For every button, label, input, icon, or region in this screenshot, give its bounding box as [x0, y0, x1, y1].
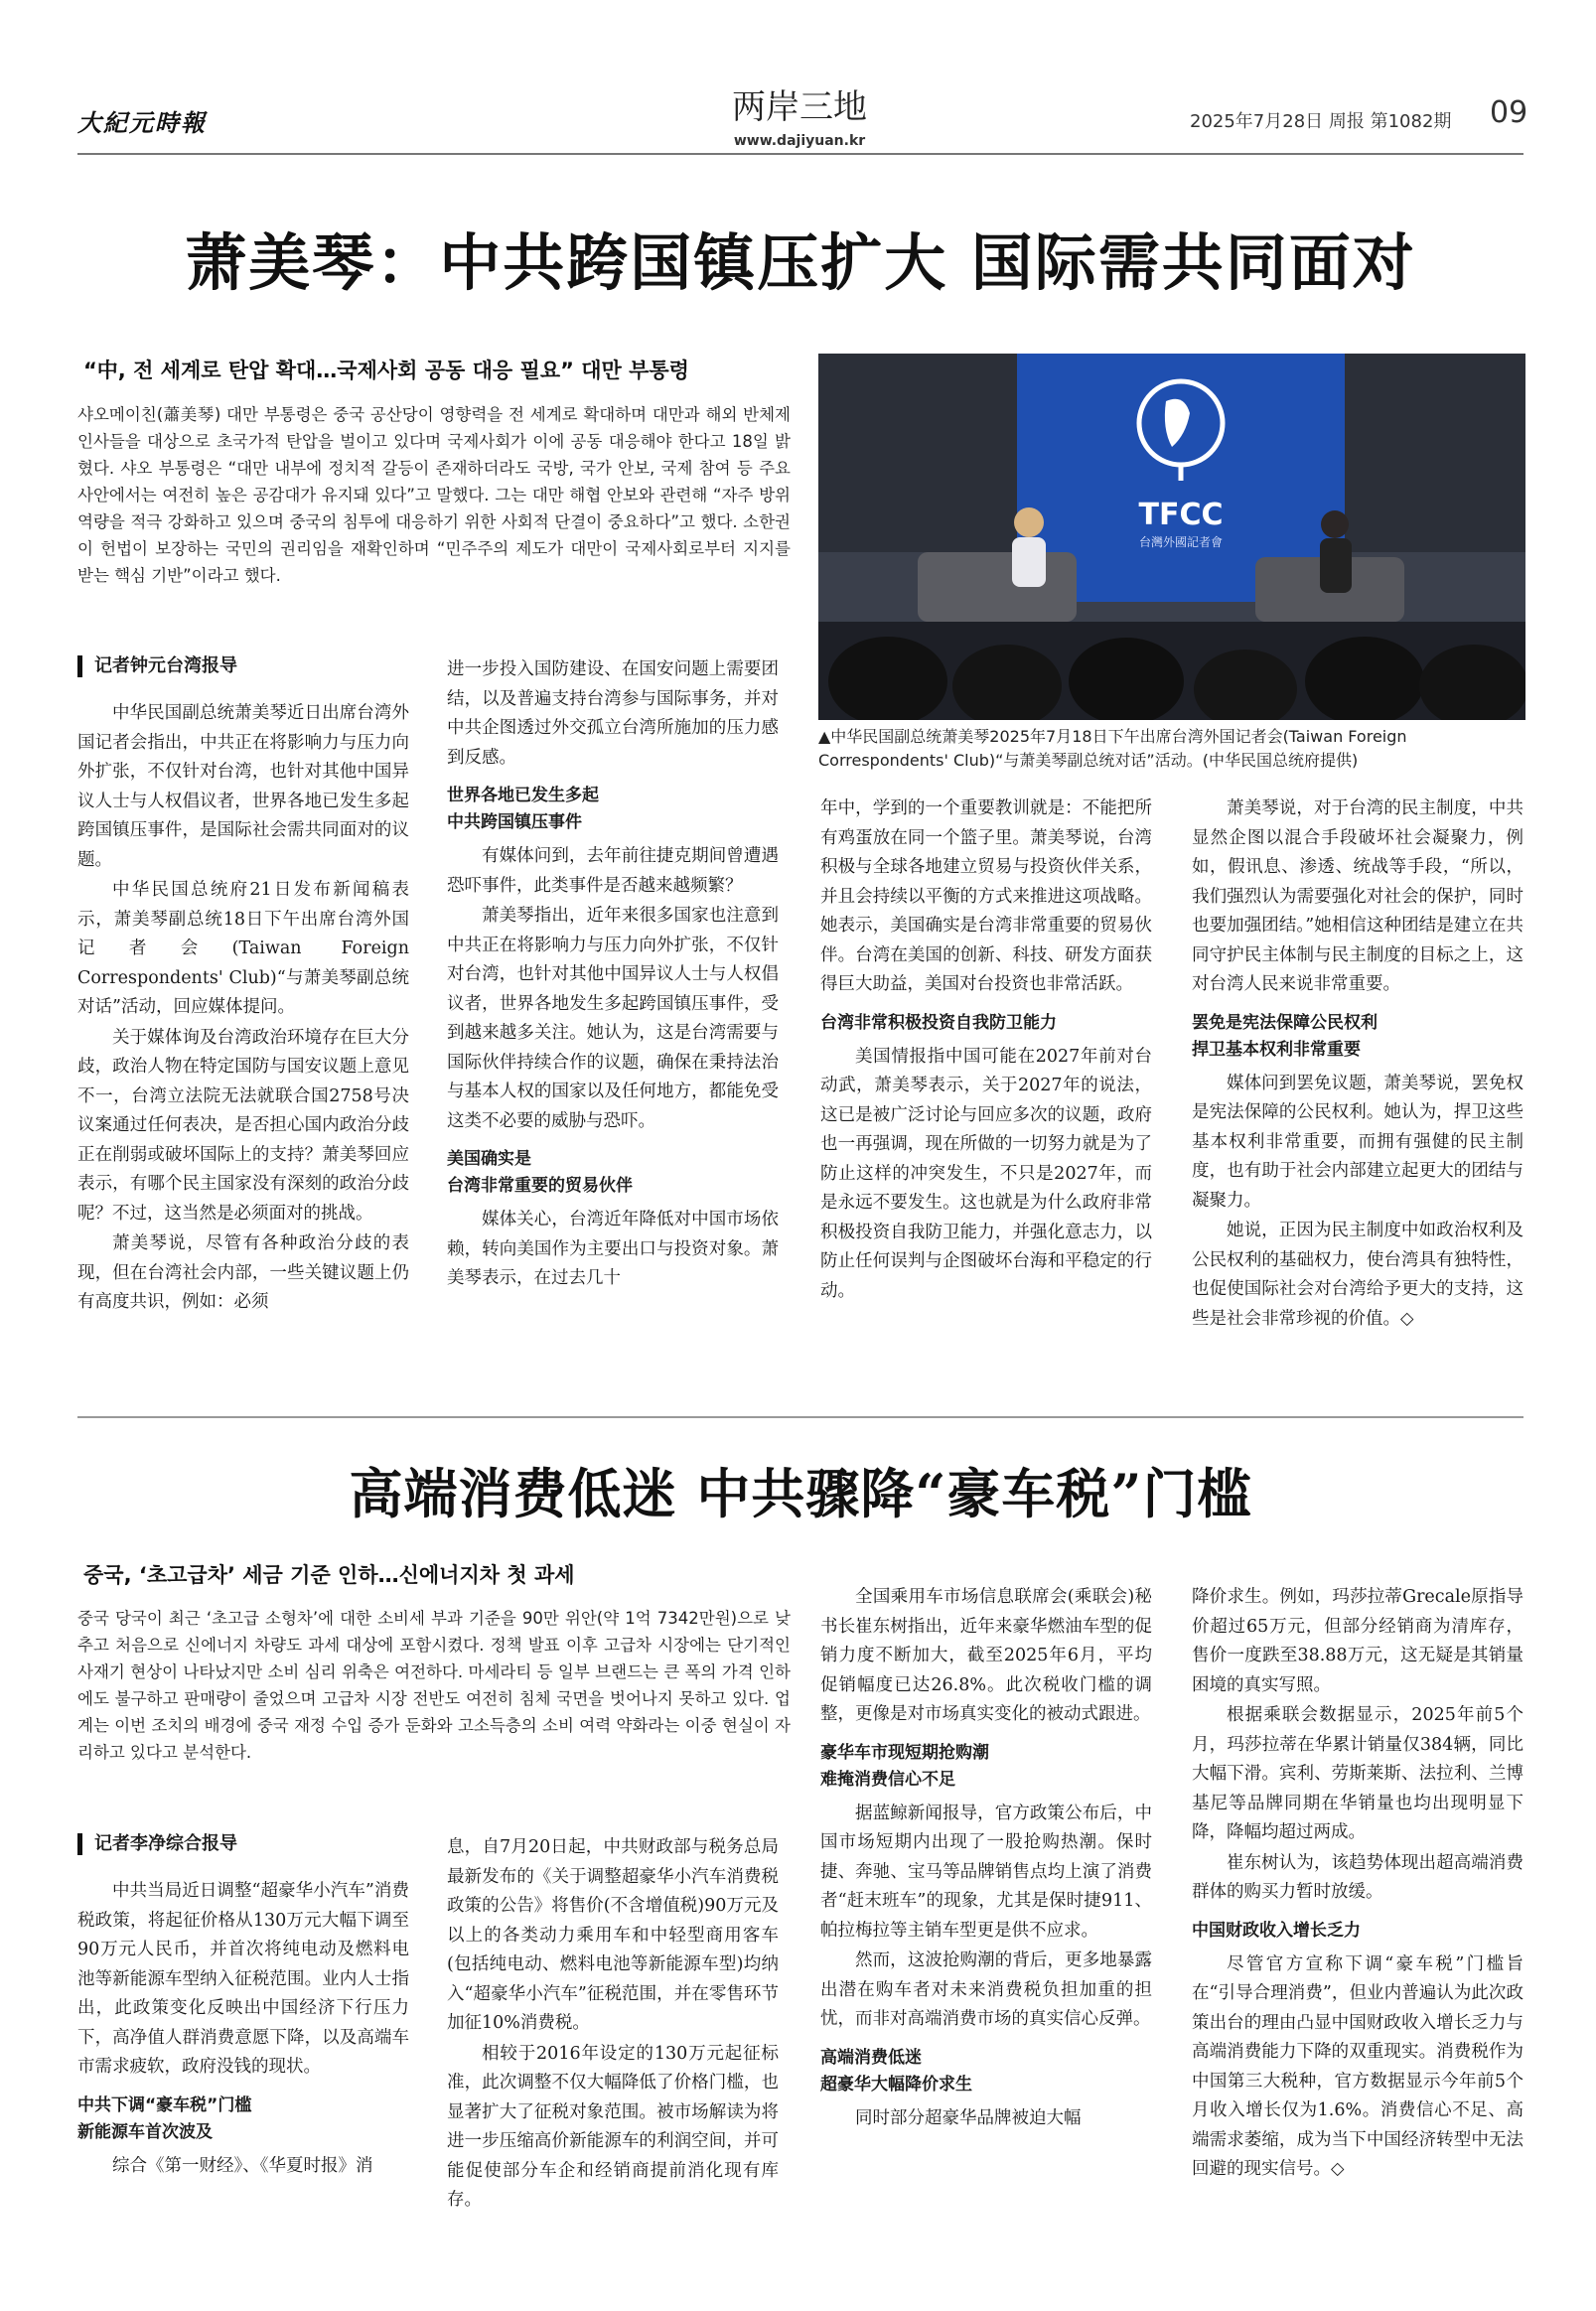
subheading: 罢免是宪法保障公民权利 捍卫基本权利非常重要 [1192, 1012, 1378, 1060]
site-url: www.dajiyuan.kr [733, 133, 866, 149]
section-title: 两岸三地 [732, 87, 867, 127]
svg-text:台灣外國記者會: 台灣外國記者會 [1138, 535, 1224, 549]
article2-column-2 [447, 1833, 779, 2300]
article2-korean-summary: 중국 당국이 최근 ‘초고급 소형차’에 대한 소비세 부과 기준을 90만 위안(약 1억 7342만원)으로 낮추고 처음으로 신에너지 차량도 과세 대상에 포함시켰다. 정책 발표 이후 고급차 시장에는 단기적인 사재기 현상이 나타났지만 소비 심리 위축은 여전하다. 마세라티 등 일부 브랜드는 큰 폭의 가격 인하에도 불구하고 판매량이 줄었으며 고급차 시장 전반도 여전히 침체 국면을 벗어나지 못하고 있다. 업계는 이번 조치의 배경에 중국 재정 수입 증가 둔화와 고소득층의 소비 여력 약화라는 이중 현실이 자리하고 있다고 분석한다. [77, 1609, 791, 1762]
masthead-rule [77, 153, 1523, 155]
article2-column-1 [77, 1833, 409, 2300]
press-conference-photo [818, 354, 1525, 720]
article1-photo-caption: ▲中华民国副总统萧美琴2025年7月18日下午出席台湾外国记者会(Taiwan Foreign Correspondents' Club)“与萧美琴副总统对话”活动。(中华民国总统府提供) [818, 727, 1407, 770]
paragraph: 降价求生。例如，玛莎拉蒂Grecale原指导价超过65万元，但部分经销商为清库存，售价一度跌至38.88万元，这无疑是其销量困境的真实写照。 [1192, 1587, 1523, 1695]
article2-byline: 记者李净综合报导 [77, 1833, 409, 1855]
paragraph: 有媒体问到，去年前往捷克期间曾遭遇恐吓事件，此类事件是否越来越频繁？ [447, 846, 779, 896]
paragraph: 息，自7月20日起，中共财政部与税务总局最新发布的《关于调整超豪华小汽车消费税政策的公告》将售价(不含增值税)90万元及以上的各类动力乘用车和中轻型商用客车(包括纯电动、燃料电池等新能源车型)均纳入“超豪华小汽车”征税范围，并在零售环节加征10%消费税。 [447, 1837, 779, 2033]
paragraph: 媒体问到罢免议题，萧美琴说，罢免权是宪法保障的公民权利。她认为，捍卫这些基本权利非常重要，而拥有强健的民主制度，也有助于社会内部建立起更大的团结与凝聚力。 [1192, 1073, 1523, 1211]
paragraph: 综合《第一财经》、《华夏时报》消 [112, 2155, 373, 2176]
issue-dateline: 2025年7月28日 周报 第1082期 [1190, 111, 1452, 132]
article2-column-3 [820, 1583, 1152, 2300]
paragraph: 关于媒体询及台湾政治环境存在巨大分歧，政治人物在特定国防与国安议题上意见不一，台湾立法院无法就联合国2758号决议案通过任何表决，是否担心国内政治分歧正在削弱或破坏国际上的支持？萧美琴回应表示，有哪个民主国家没有深刻的政治分歧呢？不过，这当然是必须面对的挑战。 [77, 1027, 409, 1224]
newspaper-logo: 大紀元時報 [77, 109, 207, 137]
article1-photo [818, 354, 1525, 720]
paragraph: 同时部分超豪华品牌被迫大幅 [855, 2107, 1082, 2128]
paragraph: 根据乘联会数据显示，2025年前5个月，玛莎拉蒂在华累计销量仅384辆，同比大幅下滑。宾利、劳斯莱斯、法拉利、兰博基尼等品牌同期在华销量也均出现明显下降，降幅均超过两成。 [1192, 1705, 1523, 1842]
article1-korean-summary: 샤오메이친(蕭美琴) 대만 부통령은 중국 공산당이 영향력을 전 세계로 확대하며 대만과 해외 반체제 인사들을 대상으로 초국가적 탄압을 벌이고 있다며 국제사회가 이에 공동 대응해야 한다고 18일 밝혔다. 샤오 부통령은 “대만 내부에 정치적 갈등이 존재하더라도 국방, 국가 안보, 국제 참여 등 주요 사안에서는 여전히 높은 공감대가 유지돼 있다”고 말했다. 그는 대만 해협 안보와 관련해 “자주 방위 역량을 적극 강화하고 있으며 중국의 침투에 대응하기 위한 사회적 단결이 중요하다”고 했다. 소한권이 헌법이 보장하는 국민의 권리임을 재확인하며 “민주주의 제도가 대만이 국제사회로부터 지지를 받는 핵심 기반”이라고 했다. [77, 405, 791, 585]
article1-column-3 [820, 794, 1152, 1388]
paragraph: 尽管官方宣称下调“豪车税”门槛旨在“引导合理消费”，但业内普遍认为此次政策出台的理由凸显中国财政收入增长乏力与高端消费能力下降的双重现实。消费税作为中国第三大税种，官方数据显示今年前5个月收入增长仅为1.6%。消费信心不足、高端需求萎缩，成为当下中国经济转型中无法回避的现实信号。◇ [1192, 1953, 1523, 2179]
paragraph: 据蓝鲸新闻报导，官方政策公布后，中国市场短期内出现了一股抢购热潮。保时捷、奔驰、宝马等品牌销售点均上演了消费者“赶末班车”的现象，尤其是保时捷911、帕拉梅拉等主销车型更是供不应求。 [820, 1803, 1152, 1941]
paragraph: 萧美琴说，尽管有各种政治分歧的表现，但在台湾社会内部，一些关键议题上仍有高度共识，例如：必须 [77, 1233, 409, 1312]
subheading: 台湾非常积极投资自我防卫能力 [820, 1012, 1057, 1033]
article-divider [77, 1416, 1523, 1418]
article1-column-2 [447, 655, 779, 1388]
paragraph: 中共当局近日调整“超豪华小汽车”消费税政策，将起征价格从130万元大幅下调至90万元人民币，并首次将纯电动及燃料电池等新能源车型纳入征税范围。业内人士指出，此政策变化反映出中国经济下行压力下，高净值人群消费意愿下降，以及高端车市需求疲软，政府没钱的现状。 [77, 1881, 409, 2077]
paragraph: 媒体关心，台湾近年降低对中国市场依赖，转向美国作为主要出口与投资对象。萧美琴表示，在过去几十 [447, 1210, 779, 1288]
subheading: 中共下调“豪车税”门槛 新能源车首次波及 [77, 2094, 252, 2142]
paragraph: 年中，学到的一个重要教训就是：不能把所有鸡蛋放在同一个篮子里。萧美琴说，台湾积极与全球各地建立贸易与投资伙伴关系，并且会持续以平衡的方式来推进这项战略。她表示，美国确实是台湾非常重要的贸易伙伴。台湾在美国的创新、科技、研发方面获得巨大助益，美国对台投资也非常活跃。 [820, 798, 1152, 994]
article1-column-4 [1192, 794, 1523, 1388]
paragraph: 全国乘用车市场信息联席会(乘联会)秘书长崔东树指出，近年来豪华燃油车型的促销力度不断加大，截至2025年6月，平均促销幅度已达26.8%。此次税收门槛的调整，更像是对市场真实变化的被动式跟进。 [820, 1587, 1152, 1724]
paragraph: 萧美琴指出，近年来很多国家也注意到中共正在将影响力与压力向外扩张，不仅针对台湾，也针对其他中国异议人士与人权倡议者，世界各地发生多起跨国镇压事件，受到越来越多关注。她认为，这是台湾需要与国际伙伴持续合作的议题，确保在秉持法治与基本人权的国家以及任何地方，都能免受这类不必要的威胁与恐吓。 [447, 906, 779, 1131]
paragraph: 崔东树认为，该趋势体现出超高端消费群体的购买力暂时放缓。 [1192, 1852, 1523, 1902]
paragraph: 进一步投入国防建设、在国安问题上需要团结，以及普遍支持台湾参与国际事务，并对中共企图透过外交孤立台湾所施加的压力感到反感。 [447, 659, 779, 768]
article1-column-1 [77, 655, 409, 1388]
paragraph: 萧美琴说，对于台湾的民主制度，中共显然企图以混合手段破坏社会凝聚力，例如，假讯息、渗透、统战等手段，“所以，我们强烈认为需要强化对社会的保护，同时也要加强团结。”她相信这种团结是建立在共同守护民主体制与民主制度的目标之上，这对台湾人民来说非常重要。 [1192, 798, 1523, 994]
article1-headline: 萧美琴：中共跨国镇压扩大 国际需共同面对 [185, 226, 1416, 299]
paragraph: 中华民国副总统萧美琴近日出席台湾外国记者会指出，中共正在将影响力与压力向外扩张，不仅针对台湾，也针对其他中国异议人士与人权倡议者，世界各地已发生多起跨国镇压事件，是国际社会需共同面对的议题。 [77, 703, 409, 870]
photo-sign-text: TFCC [1138, 498, 1224, 532]
article1-korean-headline: “中, 전 세계로 탄압 확대…국제사회 공동 대응 필요” 대만 부통령 [83, 359, 689, 382]
paragraph: 中华民国总统府21日发布新闻稿表示，萧美琴副总统18日下午出席台湾外国记者会(Taiwan Foreign Correspondents' Club)“与萧美琴副总统对话”活动，回应媒体提问。 [77, 880, 409, 1017]
paragraph: 相较于2016年设定的130万元起征标准，此次调整不仅大幅降低了价格门槛，也显著扩大了征税对象范围。被市场解读为将进一步压缩高价新能源车的利润空间，并可能促使部分车企和经销商提前消化现有库存。 [447, 2043, 779, 2210]
masthead [0, 0, 1596, 159]
article2-korean-headline: 중국, ‘초고급차’ 세금 기준 인하…신에너지차 첫 과세 [83, 1563, 575, 1587]
subheading: 世界各地已发生多起 中共跨国镇压事件 [447, 786, 599, 832]
subheading: 美国确实是 台湾非常重要的贸易伙伴 [447, 1149, 633, 1196]
article1-byline: 记者钟元台湾报导 [77, 655, 409, 677]
subheading: 高端消费低迷 超豪华大幅降价求生 [820, 2047, 972, 2094]
paragraph: 她说，正因为民主制度中如政治权利及公民权利的基础权力，使台湾具有独特性，也促使国际社会对台湾给予更大的支持，这些是社会非常珍视的价值。◇ [1192, 1221, 1523, 1329]
subheading: 豪华车市现短期抢购潮 难掩消费信心不足 [820, 1742, 989, 1790]
paragraph: 美国情报指中国可能在2027年前对台动武，萧美琴表示，关于2027年的说法，这已是被广泛讨论与回应多次的议题，政府也一再强调，现在所做的一切努力就是为了防止这样的冲突发生，不只是2027年，而是永远不要发生。这也就是为什么政府非常积极投资自我防卫能力，并强化意志力，以防止任何误判与企图破坏台海和平稳定的行动。 [820, 1046, 1152, 1301]
page-number: 09 [1490, 95, 1528, 130]
article2-headline: 高端消费低迷 中共骤降“豪车税”门槛 [349, 1462, 1252, 1525]
paragraph: 然而，这波抢购潮的背后，更多地暴露出潜在购车者对未来消费税负担加重的担忧，而非对高端消费市场的真实信心反弹。 [820, 1950, 1152, 2029]
subheading: 中国财政收入增长乏力 [1192, 1920, 1361, 1941]
article2-column-4 [1192, 1583, 1523, 2300]
